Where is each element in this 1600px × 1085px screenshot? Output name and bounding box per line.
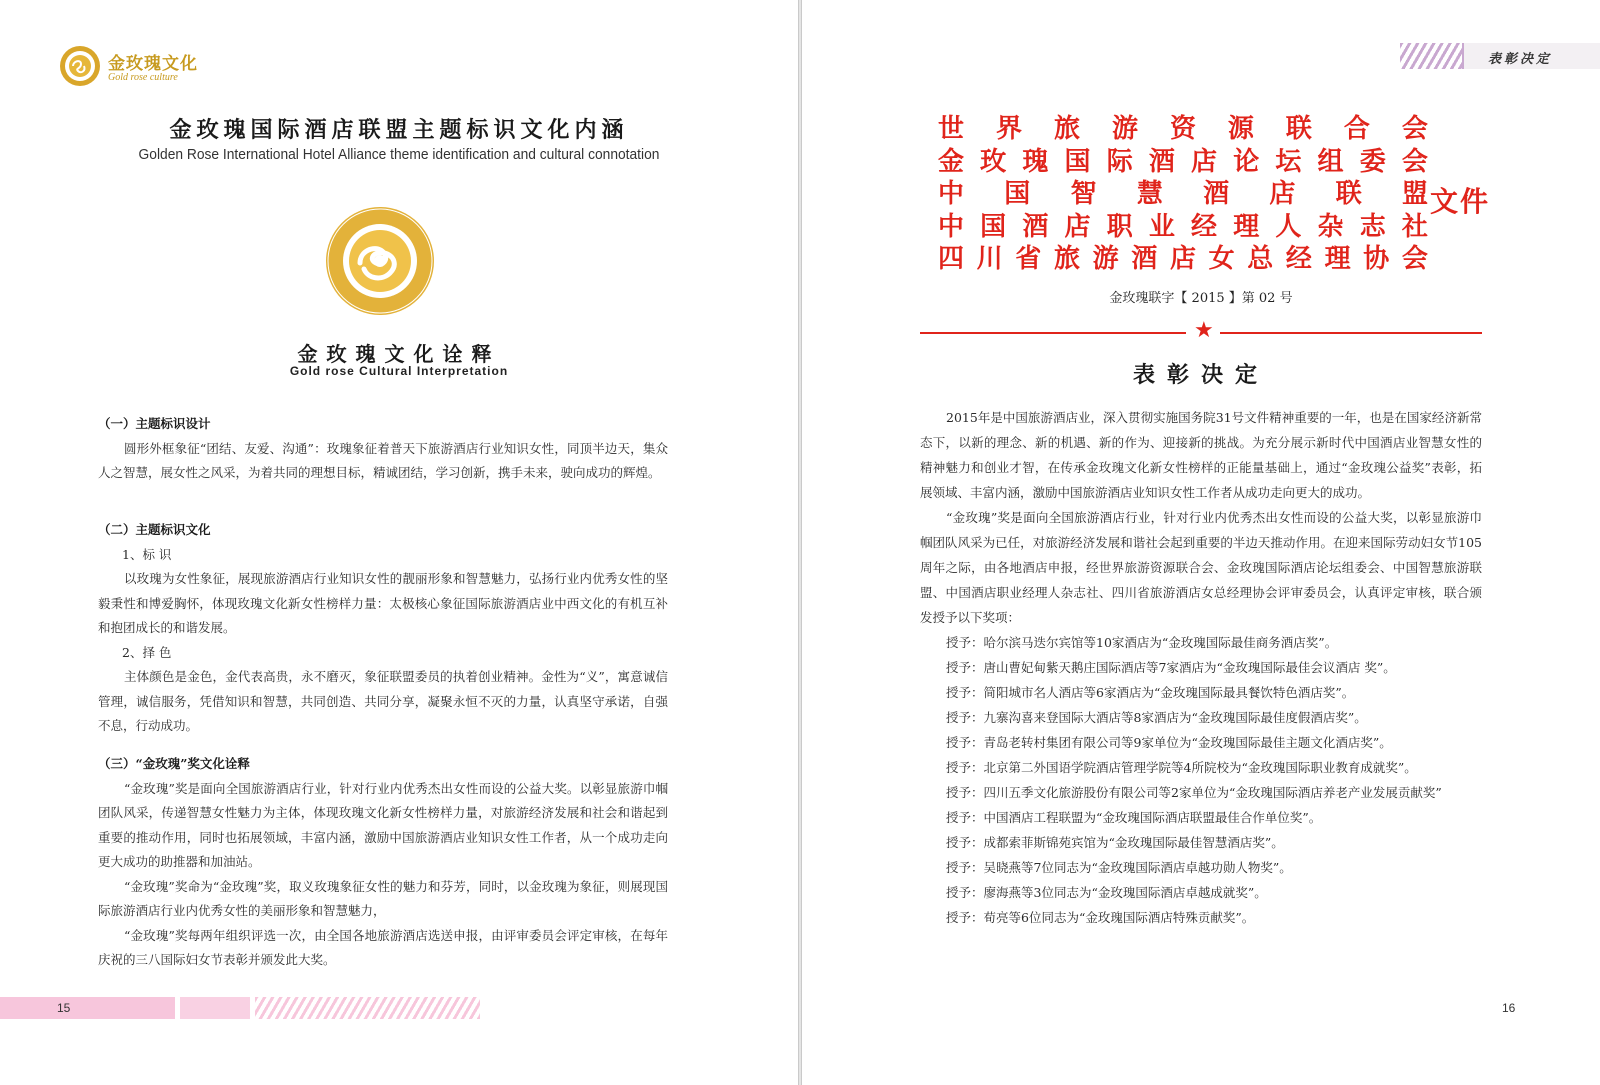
award-item: 授予：北京第二外国语学院酒店管理学院等4所院校为“金玫瑰国际职业教育成就奖”。 bbox=[946, 760, 1417, 775]
issuer-name bbox=[938, 211, 1428, 244]
award-item: 授予：哈尔滨马迭尔宾馆等10家酒店为“金玫瑰国际最佳商务酒店奖”。 bbox=[946, 635, 1338, 650]
issuer-char: 社 bbox=[1401, 211, 1428, 242]
document-label: 文件 bbox=[1430, 185, 1491, 218]
award-item: 授予：荀亮等6位同志为“金玫瑰国际酒店特殊贡献奖”。 bbox=[946, 910, 1255, 925]
issuer-char: 组 bbox=[1317, 146, 1344, 177]
brand-emblem-icon bbox=[58, 44, 102, 88]
issuer-char: 资 bbox=[1169, 114, 1196, 144]
red-divider-right bbox=[1220, 332, 1482, 334]
section-heading: （二）主题标识文化 bbox=[98, 522, 211, 537]
paragraph: “金玫瑰”奖每两年组织评选一次，由全国各地旅游酒店选送申报，由评审委员会评定审核，在每年庆祝的三八国际妇女节表彰并颁发此大奖。 bbox=[98, 927, 668, 967]
tab-label: 表彰决定 bbox=[1487, 52, 1552, 67]
issuer-char: 酒 bbox=[1148, 146, 1175, 177]
star-icon: ★ bbox=[1194, 318, 1214, 343]
sub-heading: 1、标 识 bbox=[122, 546, 172, 562]
issuer-char: 旅 bbox=[1053, 114, 1080, 144]
brand-name-en: Gold rose culture bbox=[108, 72, 178, 83]
footer-bar bbox=[0, 997, 175, 1019]
footer-stripes bbox=[255, 997, 480, 1019]
issuer-name bbox=[938, 243, 1428, 276]
issuer-char: 会 bbox=[1401, 244, 1428, 274]
paragraph: 圆形外框象征“团结、友爱、沟通”：玫瑰象征着普天下旅游酒店行业知识女性，同顶半边天，集众人之智慧，展女性之风采，为着共同的理想目标，精诚团结，学习创新，携手未来，驶向成功的辉煌。 bbox=[98, 440, 668, 480]
section-theme-design bbox=[98, 412, 668, 486]
issuer-char: 职 bbox=[1106, 211, 1133, 242]
issuer-name bbox=[938, 178, 1428, 211]
footer-decoration bbox=[0, 997, 798, 1019]
right-page bbox=[802, 0, 1600, 1085]
issuer-char: 慧 bbox=[1136, 179, 1163, 209]
issuer-char: 店 bbox=[1269, 179, 1296, 209]
issuer-char: 店 bbox=[1169, 244, 1196, 274]
issuer-char: 游 bbox=[1092, 244, 1119, 274]
award-item: 授予：四川五季文化旅游股份有限公司等2家单位为“金玫瑰国际酒店养老产业发展贡献奖” bbox=[946, 785, 1442, 800]
award-item: 授予：青岛老转村集团有限公司等9家单位为“金玫瑰国际最佳主题文化酒店奖”。 bbox=[946, 735, 1392, 750]
document-body bbox=[920, 405, 1482, 930]
issuer-char: 经 bbox=[1191, 211, 1218, 242]
issuer-char: 世 bbox=[938, 114, 965, 144]
paragraph: 主体颜色是金色，金代表高贵，永不磨灭，象征联盟委员的执着创业精神。金性为“义”，寓意诚信管理，诚信服务，凭借知识和智慧，共同创造、共同分享，凝聚永恒不灭的力量，认真坚守承诺，自强不息，行动成功。 bbox=[98, 669, 668, 733]
award-item: 授予：中国酒店工程联盟为“金玫瑰国际酒店联盟最佳合作单位奖”。 bbox=[946, 810, 1322, 825]
section-award-culture bbox=[98, 752, 668, 973]
issuer-char: 论 bbox=[1233, 146, 1260, 177]
issuer-char: 中 bbox=[938, 211, 965, 242]
page-number: 16 bbox=[1502, 1001, 1516, 1015]
award-item: 授予：廖海燕等3位同志为“金玫瑰国际酒店卓越成就奖”。 bbox=[946, 885, 1267, 900]
issuer-char: 际 bbox=[1106, 146, 1133, 177]
issuer-char: 业 bbox=[1148, 211, 1175, 242]
award-item: 授予：成都索菲斯锦苑宾馆为“金玫瑰国际最佳智慧酒店奖”。 bbox=[946, 835, 1284, 850]
award-item: 授予：吴晓燕等7位同志为“金玫瑰国际酒店卓越功勋人物奖”。 bbox=[946, 860, 1292, 875]
section-tab bbox=[1400, 43, 1600, 69]
red-divider-left bbox=[920, 332, 1186, 334]
issuer-char: 杂 bbox=[1317, 211, 1344, 242]
issuer-char: 经 bbox=[1285, 244, 1312, 274]
document-number: 金玫瑰联字【 2015 】第 02 号 bbox=[1109, 291, 1293, 306]
issuer-char: 酒 bbox=[1022, 211, 1049, 242]
issuer-char: 合 bbox=[1343, 114, 1370, 144]
issuer-char: 会 bbox=[1401, 146, 1428, 177]
issuer-char: 中 bbox=[938, 179, 965, 209]
alliance-emblem-icon bbox=[324, 205, 436, 317]
issuer-char: 旅 bbox=[1053, 244, 1080, 274]
award-item: 授予：唐山曹妃甸紫天鹅庄国际酒店等7家酒店为“金玫瑰国际最佳会议酒店 奖”。 bbox=[946, 660, 1396, 675]
issuer-char: 游 bbox=[1111, 114, 1138, 144]
left-page bbox=[0, 0, 798, 1085]
award-item: 授予：九寨沟喜来登国际大酒店等8家酒店为“金玫瑰国际最佳度假酒店奖”。 bbox=[946, 710, 1367, 725]
paragraph: “金玫瑰”奖命为“金玫瑰”奖，取义玫瑰象征女性的魅力和芬芳，同时，以金玫瑰为象征，则展现国际旅游酒店行业内优秀女性的美丽形象和智慧魅力， bbox=[98, 878, 668, 918]
tab-stripes bbox=[1400, 43, 1470, 69]
issuer-char: 协 bbox=[1363, 244, 1390, 274]
issuer-list bbox=[938, 113, 1428, 276]
issuer-char: 玫 bbox=[980, 146, 1007, 177]
issuer-char: 国 bbox=[1004, 179, 1031, 209]
issuer-char: 委 bbox=[1359, 146, 1386, 177]
issuer-char: 人 bbox=[1275, 211, 1302, 242]
page-title-cn: 金玫瑰国际酒店联盟主题标识文化内涵 bbox=[169, 118, 629, 143]
issuer-char: 金 bbox=[938, 146, 965, 177]
issuer-char: 盟 bbox=[1401, 179, 1428, 209]
issuer-char: 总 bbox=[1247, 244, 1274, 274]
paragraph: 以玫瑰为女性象征，展现旅游酒店行业知识女性的靓丽形象和智慧魅力，弘扬行业内优秀女性的坚毅秉性和博爱胸怀，体现玫瑰文化新女性榜样力量：太极核心象征国际旅游酒店业中西文化的有机互补和抱团成长的和谐发展。 bbox=[98, 571, 668, 635]
issuer-char: 川 bbox=[976, 244, 1003, 274]
issuer-char: 界 bbox=[995, 114, 1022, 144]
section-title-cn: 金玫瑰文化诠释 bbox=[297, 342, 501, 366]
award-item: 授予：简阳城市名人酒店等6家酒店为“金玫瑰国际最具餐饮特色酒店奖”。 bbox=[946, 685, 1355, 700]
section-heading: （三）“金玫瑰”奖文化诠释 bbox=[98, 756, 250, 771]
issuer-char: 联 bbox=[1285, 114, 1312, 144]
document-title: 表彰决定 bbox=[1132, 362, 1269, 388]
page-number: 15 bbox=[57, 1001, 71, 1015]
issuer-char: 理 bbox=[1233, 211, 1260, 242]
paragraph: “金玫瑰”奖是面向全国旅游酒店行业，针对行业内优秀杰出女性而设的公益大奖，以彰显旅游巾帼团队风采为已任，对旅游经济发展和谐社会起到重要的半边天推动作用。在迎来国际劳动妇女节105周年之际，由各地酒店申报，经世界旅游资源联合会、金玫瑰国际酒店论坛组委会、中国智慧旅游联盟、中国酒店职业经理人杂志社、四川省旅游酒店女总经理协会评审委员会，认真评定审核，联合颁发授予以下奖项： bbox=[920, 510, 1482, 625]
issuer-char: 四 bbox=[938, 244, 965, 274]
issuer-char: 酒 bbox=[1131, 244, 1158, 274]
section-theme-culture bbox=[98, 518, 668, 739]
issuer-char: 店 bbox=[1064, 211, 1091, 242]
issuer-char: 国 bbox=[980, 211, 1007, 242]
brand-logo bbox=[58, 44, 198, 88]
issuer-name bbox=[938, 113, 1428, 146]
issuer-char: 女 bbox=[1208, 244, 1235, 274]
issuer-char: 瑰 bbox=[1022, 146, 1049, 177]
issuer-char: 店 bbox=[1191, 146, 1218, 177]
page-title-en: Golden Rose International Hotel Alliance theme identification and cultural connotation bbox=[138, 146, 660, 163]
section-heading: （一）主题标识设计 bbox=[98, 416, 211, 431]
section-title-en: Gold rose Cultural Interpretation bbox=[289, 364, 509, 378]
paragraph: 2015年是中国旅游酒店业，深入贯彻实施国务院31号文件精神重要的一年，也是在国家经济新常态下，以新的理念、新的机遇、新的作为、迎接新的挑战。为充分展示新时代中国酒店业智慧女性的精神魅力和创业才智，在传承金玫瑰文化新女性榜样的正能量基础上，通过“金玫瑰公益奖”表彰，拓展领域、丰富内涵，激励中国旅游酒店业知识女性工作者从成功走向更大的成功。 bbox=[920, 410, 1482, 500]
footer-bar bbox=[180, 997, 250, 1019]
issuer-char: 志 bbox=[1359, 211, 1386, 242]
brand-name-cn: 金玫瑰文化 bbox=[108, 54, 198, 74]
issuer-char: 会 bbox=[1401, 114, 1428, 144]
issuer-char: 国 bbox=[1064, 146, 1091, 177]
paragraph: “金玫瑰”奖是面向全国旅游酒店行业，针对行业内优秀杰出女性而设的公益大奖。以彰显旅游巾帼团队风采，传递智慧女性魅力为主体，体现玫瑰文化新女性榜样力量，对旅游经济发展和社会和谐起到重要的推动作用，同时也拓展领域，丰富内涵，激励中国旅游酒店业知识女性工作者，从一个成功走向更大成功的助推器和加油站。 bbox=[98, 780, 668, 869]
issuer-char: 坛 bbox=[1275, 146, 1302, 177]
issuer-char: 智 bbox=[1070, 179, 1097, 209]
sub-heading: 2、择 色 bbox=[122, 644, 172, 660]
issuer-char: 省 bbox=[1015, 244, 1042, 274]
issuer-char: 理 bbox=[1324, 244, 1351, 274]
issuer-char: 联 bbox=[1335, 179, 1362, 209]
issuer-char: 源 bbox=[1227, 114, 1254, 144]
issuer-name bbox=[938, 146, 1428, 179]
issuer-char: 酒 bbox=[1203, 179, 1230, 209]
